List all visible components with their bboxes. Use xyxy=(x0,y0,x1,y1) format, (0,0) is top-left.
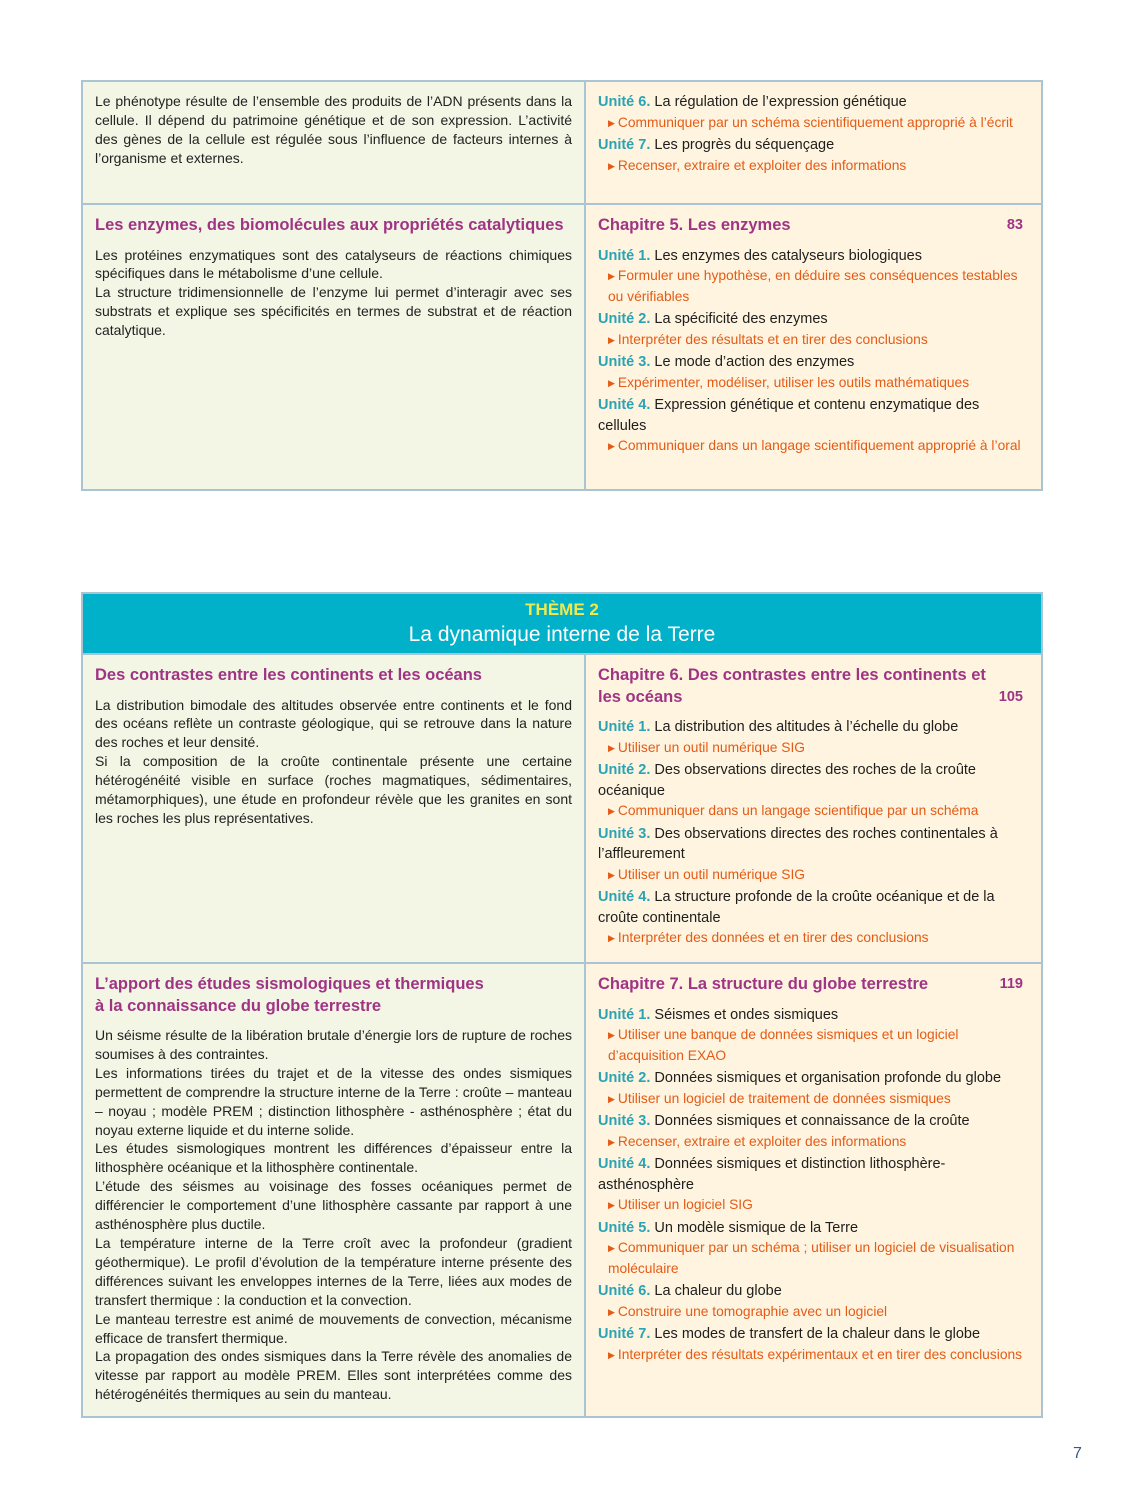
triangle-bullet-icon: ▶ xyxy=(608,1349,615,1360)
notions-cell xyxy=(83,964,586,1416)
skill-item: ▶ Recenser, extraire et exploiter des informations xyxy=(608,157,907,173)
unit-item: Unité 2. Des observations directes des roches de la croûte océanique xyxy=(598,762,976,799)
unit-item: Unité 1. Les enzymes des catalyseurs biologiques xyxy=(598,247,922,264)
triangle-bullet-icon: ▶ xyxy=(608,377,615,388)
theme-label: THÈME 2 xyxy=(525,600,599,619)
skill-item: ▶ Communiquer dans un langage scientifique par un schéma xyxy=(608,803,979,818)
triangle-bullet-icon: ▶ xyxy=(608,1093,615,1104)
triangle-bullet-icon: ▶ xyxy=(608,806,615,816)
section-title: Des contrastes entre les continents et les océans xyxy=(95,666,482,684)
triangle-bullet-icon: ▶ xyxy=(608,160,615,171)
notions-paragraph: Le manteau terrestre est animé de mouvements de convection, mécanisme efficace de transfert thermique. xyxy=(95,1310,572,1346)
skill-item: ▶ Construire une tomographie avec un logiciel xyxy=(608,1303,888,1319)
notions-paragraph: La structure tridimensionnelle de l’enzyme lui permet d’interagir avec ses substrats et explique ses spécificités en termes de substrat et de réaction catalytique. xyxy=(95,284,572,339)
chapter-page: 119 xyxy=(999,976,1023,992)
triangle-bullet-icon: ▶ xyxy=(608,933,615,943)
units-cell xyxy=(586,655,1041,962)
skill-item: ▶ Utiliser un logiciel de traitement de données sismiques xyxy=(608,1090,951,1106)
notions-cell xyxy=(83,205,586,489)
triangle-bullet-icon: ▶ xyxy=(608,271,615,281)
skill-item: ▶ Communiquer par un schéma scientifiquement approprié à l’écrit xyxy=(608,114,1013,130)
chapter-heading xyxy=(598,665,1029,708)
triangle-bullet-icon: ▶ xyxy=(608,334,615,345)
notions-paragraph: L’étude des séismes au voisinage des fosses océaniques permet de différencier le comportement d’une lithosphère cassante par rapport à une asthénosphère plus ductile. xyxy=(95,1178,572,1233)
section-title: L’apport des études sismologiques et thermiques à la connaissance du globe terrestre xyxy=(95,975,484,1015)
unit-item: Unité 4. La structure profonde de la croûte océanique et de la croûte continentale xyxy=(598,889,995,926)
triangle-bullet-icon: ▶ xyxy=(608,117,615,128)
notions-paragraph: La distribution bimodale des altitudes observée entre continents et le fond des océans reflète un contraste géologique, qui se retrouve dans la nature des roches et leur densité. xyxy=(95,696,572,751)
unit-item: Unité 1. La distribution des altitudes à l’échelle du globe xyxy=(598,719,959,735)
notions-text: Le phénotype résulte de l’ensemble des produits de l’ADN présents dans la cellule. Il dépend du patrimoine génétique et de son expression. L’activité des gènes de la cellule est régulée sous l’influence de facteurs internes à l’organisme et externes. xyxy=(95,93,572,166)
unit-item: Unité 2. La spécificité des enzymes xyxy=(598,311,828,327)
skill-item: ▶ Communiquer dans un langage scientifiquement approprié à l’oral xyxy=(608,438,1021,453)
theme-title: La dynamique interne de la Terre xyxy=(408,623,716,646)
table-row xyxy=(83,203,1041,489)
unit-item: Unité 5. Un modèle sismique de la Terre xyxy=(598,1219,859,1236)
notions-paragraph: Si la composition de la croûte continentale présente une certaine hétérogénéité visible en surface (roches magmatiques, sédimentaires, métamorphiques), une étude en profondeur révèle que les granites en sont les roches les plus représentatives. xyxy=(95,753,572,826)
chapter-title: Chapitre 7. La structure du globe terrestre xyxy=(598,975,929,993)
skill-item: ▶ Formuler une hypothèse, en déduire ses conséquences testables ou vérifiables xyxy=(608,268,1018,304)
skill-item: ▶ Interpréter des résultats et en tirer des conclusions xyxy=(608,331,928,347)
chapter-title: Chapitre 6. Des contrastes entre les continents et les océans xyxy=(598,666,986,706)
unit-item: Unité 6. La chaleur du globe xyxy=(598,1283,782,1299)
table-row xyxy=(83,962,1041,1416)
skill-item: ▶ Interpréter des données et en tirer des conclusions xyxy=(608,930,929,945)
triangle-bullet-icon: ▶ xyxy=(608,1243,615,1253)
triangle-bullet-icon: ▶ xyxy=(608,441,615,451)
skill-item: ▶ Utiliser un outil numérique SIG xyxy=(608,739,806,755)
units-cell xyxy=(586,205,1041,489)
notions-cell xyxy=(83,82,586,203)
skill-item: ▶ Interpréter des résultats expérimentaux et en tirer des conclusions xyxy=(608,1346,1023,1362)
triangle-bullet-icon: ▶ xyxy=(608,1136,615,1147)
table-row xyxy=(83,82,1041,203)
chapter-page: 105 xyxy=(998,688,1023,705)
page-number: 7 xyxy=(1073,1445,1082,1462)
skill-item: ▶ Utiliser un logiciel SIG xyxy=(608,1197,753,1212)
chapter-heading xyxy=(598,215,1029,237)
chapter-page: 83 xyxy=(1006,217,1023,233)
table-theme2 xyxy=(81,592,1043,1418)
skill-item: ▶ Utiliser une banque de données sismiques et un logiciel d’acquisition EXAO xyxy=(608,1027,959,1063)
notions-paragraph: La température interne de la Terre croît avec la profondeur (gradient géothermique). Le profil d’évolution de la température interne présente des différences suivant les enveloppes internes de la Terre, liées aux modes de transfert thermique : la conduction et la convection. xyxy=(95,1234,572,1308)
triangle-bullet-icon: ▶ xyxy=(608,1030,615,1040)
notions-paragraph: Les informations tirées du trajet et de la vitesse des ondes sismiques permettent de comprendre la structure interne de la Terre : croûte – manteau – noyau ; modèle PREM ; distinction lithosphère - asthénosphère ; état du noyau externe liquide et du interne solide. xyxy=(95,1064,572,1138)
section-title: Les enzymes, des biomolécules aux propriétés catalytiques xyxy=(95,216,564,234)
skill-item: ▶ Communiquer par un schéma ; utiliser un logiciel de visualisation moléculaire xyxy=(608,1240,1015,1276)
table-theme1-continued xyxy=(81,80,1043,491)
unit-item: Unité 7. Les modes de transfert de la chaleur dans le globe xyxy=(598,1326,981,1342)
notions-paragraph: Les études sismologiques montrent les différences d’épaisseur entre la lithosphère océanique et la lithosphère continentale. xyxy=(95,1140,572,1176)
unit-item: Unité 3. Données sismiques et connaissance de la croûte xyxy=(598,1113,970,1129)
chapter-heading xyxy=(598,974,1029,996)
chapter-title: Chapitre 5. Les enzymes xyxy=(598,216,791,234)
units-cell xyxy=(586,964,1041,1416)
unit-item: Unité 4. Données sismiques et distinction lithosphère-asthénosphère xyxy=(598,1156,946,1193)
unit-item: Unité 4. Expression génétique et contenu enzymatique des cellules xyxy=(598,397,980,434)
unit-item: Unité 3. Des observations directes des roches continentales à l’affleurement xyxy=(598,825,998,862)
notions-paragraph: La propagation des ondes sismiques dans la Terre révèle des anomalies de vitesse par rapport au modèle PREM. Elles sont interprétées comme des hétérogénéités thermiques au sein du manteau. xyxy=(95,1348,572,1403)
skill-item: ▶ Utiliser un outil numérique SIG xyxy=(608,866,806,882)
triangle-bullet-icon: ▶ xyxy=(608,742,615,753)
theme-header xyxy=(83,594,1041,655)
unit-item: Unité 6. La régulation de l’expression génétique xyxy=(598,94,907,110)
skill-item: ▶ Expérimenter, modéliser, utiliser les outils mathématiques xyxy=(608,374,970,390)
units-cell xyxy=(586,82,1041,203)
triangle-bullet-icon: ▶ xyxy=(608,869,615,880)
unit-item: Unité 7. Les progrès du séquençage xyxy=(598,137,835,153)
triangle-bullet-icon: ▶ xyxy=(608,1200,615,1210)
notions-paragraph: Un séisme résulte de la libération brutale d’énergie lors de rupture de roches soumises à des contraintes. xyxy=(95,1027,572,1062)
unit-item: Unité 3. Le mode d’action des enzymes xyxy=(598,354,855,370)
notions-paragraph: Les protéines enzymatiques sont des catalyseurs de réactions chimiques spécifiques dans le métabolisme d’une cellule. xyxy=(95,246,572,282)
skill-item: ▶ Recenser, extraire et exploiter des informations xyxy=(608,1133,907,1149)
unit-item: Unité 1. Séismes et ondes sismiques xyxy=(598,1006,839,1023)
triangle-bullet-icon: ▶ xyxy=(608,1306,615,1317)
notions-cell xyxy=(83,655,586,962)
table-row xyxy=(83,655,1041,962)
unit-item: Unité 2. Données sismiques et organisation profonde du globe xyxy=(598,1070,1002,1086)
